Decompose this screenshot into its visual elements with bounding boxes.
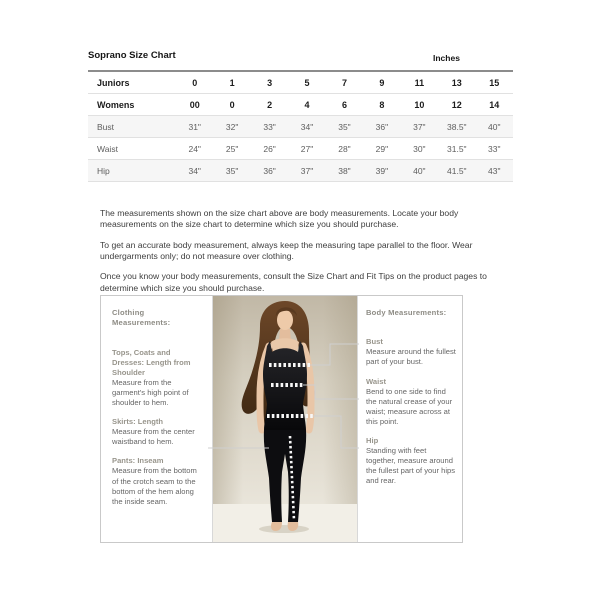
table-row-hip bbox=[88, 160, 513, 182]
photo-shading-left bbox=[213, 296, 243, 506]
body-item-bust bbox=[366, 337, 458, 367]
item-body: Standing with feet together, measure around the fullest part of your hips and rear. bbox=[366, 446, 456, 486]
table-row-waist bbox=[88, 138, 513, 160]
clothing-item-skirts bbox=[112, 417, 204, 447]
size-cell: 34" bbox=[176, 160, 213, 182]
size-cell: 11 bbox=[401, 71, 438, 94]
units-label: Inches bbox=[433, 53, 460, 63]
photo-shading-right bbox=[323, 296, 357, 506]
table-row-juniors bbox=[88, 71, 513, 94]
size-cell: 43" bbox=[476, 160, 514, 182]
size-cell: 27" bbox=[288, 138, 325, 160]
clothing-measurements-heading: Clothing Measurements: bbox=[112, 308, 171, 328]
item-title: Skirts: Length bbox=[112, 417, 164, 427]
size-cell: 6 bbox=[326, 94, 363, 116]
size-cell: 2 bbox=[251, 94, 288, 116]
instruction-paragraph: The measurements shown on the size chart above are body measurements. Locate your body measurements on the size chart to determine which size you should purchase. bbox=[100, 208, 459, 230]
row-label: Womens bbox=[88, 94, 176, 116]
size-cell: 41.5" bbox=[438, 160, 475, 182]
size-cell: 38.5" bbox=[438, 116, 475, 138]
size-table bbox=[88, 70, 513, 182]
item-title: Waist bbox=[366, 376, 386, 386]
size-cell: 32" bbox=[213, 116, 250, 138]
item-body: Bend to one side to find the natural crease of your waist; measure across at this point. bbox=[366, 386, 453, 426]
size-cell: 38" bbox=[326, 160, 363, 182]
table-row-bust bbox=[88, 116, 513, 138]
body-measurements-heading: Body Measurements: bbox=[366, 308, 447, 317]
size-cell: 4 bbox=[288, 94, 325, 116]
size-cell: 24" bbox=[176, 138, 213, 160]
size-cell: 36" bbox=[363, 116, 400, 138]
face bbox=[277, 310, 293, 330]
size-cell: 5 bbox=[288, 71, 325, 94]
item-body: Measure from the bottom of the crotch seam to the bottom of the hem along the inside seam. bbox=[112, 466, 197, 506]
instruction-paragraph: Once you know your body measurements, consult the Size Chart and Fit Tips on the product pages to determine which size you should purchase. bbox=[100, 271, 487, 293]
clothing-item-tops bbox=[112, 348, 204, 409]
size-cell: 1 bbox=[213, 71, 250, 94]
size-cell: 9 bbox=[363, 71, 400, 94]
size-cell: 39" bbox=[363, 160, 400, 182]
size-cell: 8 bbox=[363, 94, 400, 116]
studio-floor bbox=[213, 504, 357, 542]
page-title: Soprano Size Chart bbox=[88, 50, 176, 61]
model-photo-illustration bbox=[213, 296, 357, 542]
instructions bbox=[100, 208, 507, 303]
size-cell: 37" bbox=[401, 116, 438, 138]
item-body: Measure around the fullest part of your bust. bbox=[366, 347, 456, 367]
size-cell: 37" bbox=[288, 160, 325, 182]
row-label: Bust bbox=[88, 116, 176, 138]
row-label: Juniors bbox=[88, 71, 176, 94]
measurement-diagram bbox=[100, 295, 463, 543]
body-item-hip bbox=[366, 436, 458, 486]
body-measurements-panel bbox=[357, 296, 462, 542]
size-cell: 30" bbox=[401, 138, 438, 160]
size-cell: 31.5" bbox=[438, 138, 475, 160]
size-cell: 40" bbox=[476, 116, 514, 138]
table-row-womens bbox=[88, 94, 513, 116]
size-cell: 40" bbox=[401, 160, 438, 182]
size-cell: 10 bbox=[401, 94, 438, 116]
size-cell: 00 bbox=[176, 94, 213, 116]
item-body: Measure from the center waistband to hem. bbox=[112, 427, 195, 447]
size-cell: 12 bbox=[438, 94, 475, 116]
size-cell: 35" bbox=[213, 160, 250, 182]
size-cell: 25" bbox=[213, 138, 250, 160]
size-cell: 36" bbox=[251, 160, 288, 182]
size-cell: 13 bbox=[438, 71, 475, 94]
size-cell: 28" bbox=[326, 138, 363, 160]
size-cell: 14 bbox=[476, 94, 514, 116]
item-title: Hip bbox=[366, 436, 379, 445]
item-title: Pants: Inseam bbox=[112, 456, 164, 466]
size-cell: 26" bbox=[251, 138, 288, 160]
item-title: Bust bbox=[366, 337, 383, 347]
model-photo bbox=[213, 296, 357, 542]
instruction-paragraph: To get an accurate body measurement, always keep the measuring tape parallel to the floor. Wear undergarments only; do not measure over clothing. bbox=[100, 239, 473, 262]
clothing-measurements-panel bbox=[101, 296, 213, 542]
size-cell: 0 bbox=[213, 94, 250, 116]
body-item-waist bbox=[366, 377, 458, 427]
size-cell: 33" bbox=[476, 138, 514, 160]
size-cell: 15 bbox=[476, 71, 514, 94]
size-cell: 35" bbox=[326, 116, 363, 138]
size-cell: 3 bbox=[251, 71, 288, 94]
item-body: Measure from the garment's high point of shoulder to hem. bbox=[112, 377, 189, 407]
floor-shadow bbox=[259, 525, 309, 533]
item-title: Tops, Coats and Dresses: Length from Shoulder bbox=[112, 347, 191, 377]
size-cell: 33" bbox=[251, 116, 288, 138]
size-cell: 0 bbox=[176, 71, 213, 94]
size-cell: 31" bbox=[176, 116, 213, 138]
size-cell: 7 bbox=[326, 71, 363, 94]
clothing-item-pants bbox=[112, 456, 204, 506]
size-cell: 29" bbox=[363, 138, 400, 160]
row-label: Hip bbox=[88, 160, 176, 182]
size-cell: 34" bbox=[288, 116, 325, 138]
row-label: Waist bbox=[88, 138, 176, 160]
